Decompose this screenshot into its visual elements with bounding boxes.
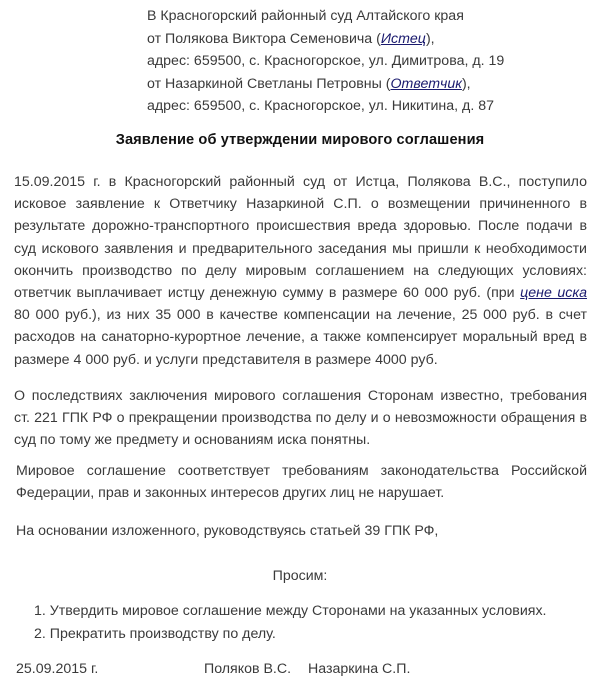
request-list xyxy=(34,600,547,646)
addressee-block xyxy=(147,5,504,118)
paragraph-compliance: Мировое соглашение соответствует требованиям законодательства Российской Федерации, прав и законных интересов других лиц не нарушает. xyxy=(16,463,587,502)
plaintiff-line xyxy=(147,28,504,51)
paragraph-claim xyxy=(14,171,587,371)
claim-text-end: 80 000 руб.), из них 35 000 в качестве компенсации на лечение, 25 000 руб. в счет расходов на санаторно-курортное лечение, а также компенсирует моральный вред в размере 4 000 руб. и услуги представителя в размере 4000 руб. xyxy=(14,307,587,368)
defendant-name: от Назаркиной Светланы Петровны ( xyxy=(147,75,391,92)
plaintiff-role-link[interactable]: Истец xyxy=(380,30,426,47)
claim-price-link[interactable]: цене иска xyxy=(520,285,587,302)
paragraph-consequences: О последствиях заключения мирового соглашения Сторонам известно, требования ст. 221 ГПК РФ о прекращении производства по делу и о невозможности обращения в суд по тому же предмету и основаниям иска понятны. xyxy=(14,388,587,449)
defendant-suffix: ), xyxy=(461,75,471,92)
signature-plaintiff: Поляков В.С. xyxy=(204,661,292,677)
court-line: В Красногорский районный суд Алтайского края xyxy=(147,8,464,24)
defendant-role-link[interactable]: Ответчик xyxy=(390,75,462,92)
defendant-address: адрес: 659500, с. Красногорское, ул. Никитина, д. 87 xyxy=(147,98,494,115)
signature-defendant: Назаркина С.П. xyxy=(308,661,411,677)
plaintiff-address: адрес: 659500, с. Красногорское, ул. Димитрова, д. 19 xyxy=(147,53,505,70)
plaintiff-suffix: ), xyxy=(425,30,435,47)
paragraph-basis: На основании изложенного, руководствуясь статьей 39 ГПК РФ, xyxy=(16,523,439,539)
plaintiff-name: от Полякова Виктора Семеновича ( xyxy=(147,30,381,47)
document-date: 25.09.2015 г. xyxy=(16,661,99,677)
request-heading: Просим: xyxy=(272,568,328,584)
claim-text-start: 15.09.2015 г. в Красногорский районный суд от Истца, Полякова В.С., поступило исковое заявление к Ответчику Назаркиной С.П. о возмещении причиненного в результате дорожно-транспортного происшествия вреда здоровью. После подачи в суд искового заявления и предварительного заседания мы пришли к необходимости окончить производство по делу мировым соглашением на следующих условиях: ответчик выплачивает истцу денежную сумму в размере 60 000 руб. (при xyxy=(14,174,587,302)
defendant-line xyxy=(147,73,504,96)
document-title: Заявление об утверждении мирового соглашения xyxy=(115,132,485,148)
list-item: 2. Прекратить производству по делу. xyxy=(34,626,276,642)
list-item: 1. Утвердить мировое соглашение между Сторонами на указанных условиях. xyxy=(34,603,547,619)
